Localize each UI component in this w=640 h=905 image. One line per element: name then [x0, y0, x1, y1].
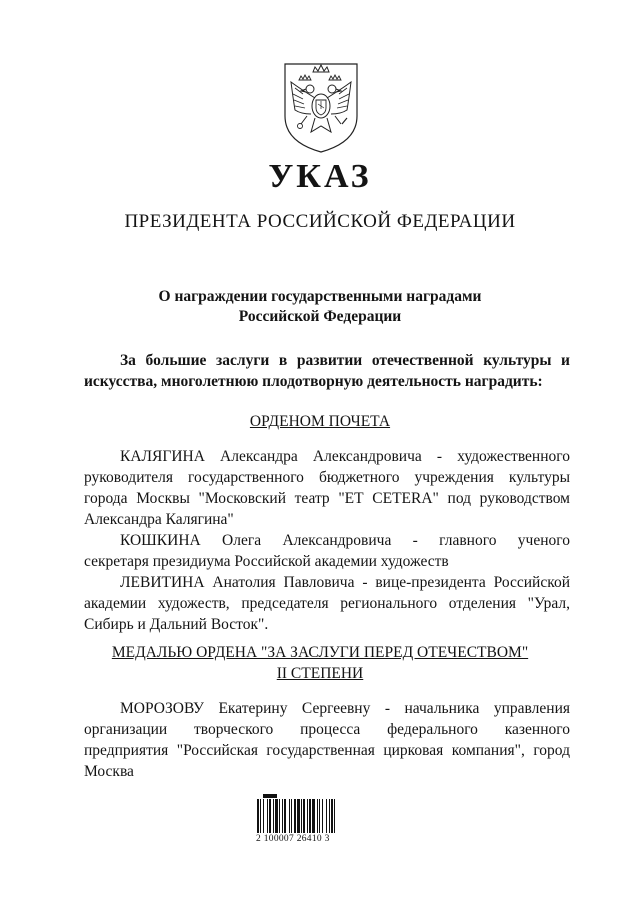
barcode-bar — [312, 799, 315, 833]
barcode-bar — [291, 799, 292, 833]
awardee-line: Сибирь и Дальний Восток". — [84, 616, 269, 633]
barcode-bar — [269, 799, 271, 833]
awardee-line: Москва — [84, 763, 134, 780]
barcode-bar — [326, 799, 327, 833]
awardee-line: руководителя государственного бюджетного учреждения культуры — [84, 469, 570, 486]
barcode-bar — [334, 799, 335, 833]
document-title: УКАЗ — [268, 158, 372, 195]
awardee-line: Александра Калягина" — [84, 511, 234, 528]
barcode-bar — [257, 799, 259, 833]
awardee-line: КОШКИНА Олега Александровича - главного ученого — [120, 532, 570, 549]
awardee-line: МОРОЗОВУ Екатерину Сергеевну - начальника управления — [120, 700, 570, 717]
subject-line: О награждении государственными наградами — [158, 288, 482, 305]
barcode-bar — [331, 799, 333, 833]
barcode-bar — [267, 799, 268, 833]
award-heading-medal-degree: II СТЕПЕНИ — [276, 665, 364, 682]
barcode-bar — [303, 799, 305, 833]
barcode-number: 2 100007 26410 3 — [256, 834, 330, 844]
award-heading-order: ОРДЕНОМ ПОЧЕТА — [249, 413, 391, 430]
awardee-line: секретаря президиума Российской академии художеств — [84, 553, 449, 570]
barcode-bar — [322, 799, 323, 833]
coat-of-arms-emblem — [277, 58, 365, 156]
barcode-bar — [282, 799, 283, 833]
barcode-top-mark — [263, 794, 277, 798]
coat-of-arms-russia-icon — [277, 58, 365, 156]
barcode-bar — [319, 799, 320, 833]
awardee-line: КАЛЯГИНА Александра Александровича - художественного — [120, 448, 570, 465]
barcode-bar — [301, 799, 302, 833]
barcode-bar — [279, 799, 280, 833]
barcode-bar — [307, 799, 308, 833]
barcode-bar — [297, 799, 300, 833]
preamble-line: искусства, многолетнюю плодотворную деятельность наградить: — [84, 373, 543, 390]
document-subtitle: ПРЕЗИДЕНТА РОССИЙСКОЙ ФЕДЕРАЦИИ — [124, 211, 516, 232]
awardee-block — [84, 698, 570, 782]
awardee-block — [84, 446, 570, 635]
awardee-line: организации творческого процесса федерального казенного — [84, 721, 570, 738]
barcode-bar — [317, 799, 318, 833]
barcode-bar — [275, 799, 278, 833]
preamble-line: За большие заслуги в развитии отечественной культуры и — [120, 352, 570, 369]
awardee-line: ЛЕВИТИНА Анатолия Павловича - вице-президента Российской — [120, 574, 570, 591]
barcode-bar — [289, 799, 290, 833]
barcode-bar — [284, 799, 286, 833]
award-heading-medal: МЕДАЛЬЮ ОРДЕНА "ЗА ЗАСЛУГИ ПЕРЕД ОТЕЧЕСТВОМ" — [111, 644, 529, 661]
barcode-bars — [255, 793, 375, 835]
decree-preamble — [84, 350, 570, 392]
barcode — [255, 793, 375, 853]
barcode-bar — [263, 799, 264, 833]
barcode-bar — [273, 799, 274, 833]
barcode-bar — [294, 799, 296, 833]
barcode-bar — [329, 799, 330, 833]
awardee-line: предприятия "Российская государственная цирковая компания", город — [84, 742, 570, 759]
awardee-line: академии художеств, председателя регионального отделения "Урал, — [84, 595, 570, 612]
awardee-line: города Москвы "Московский театр "ЕТ CETERA" под руководством — [84, 490, 570, 507]
barcode-bar — [260, 799, 261, 833]
subject-line: Российской Федерации — [238, 308, 402, 325]
barcode-bar — [309, 799, 311, 833]
decree-subject — [0, 287, 640, 327]
